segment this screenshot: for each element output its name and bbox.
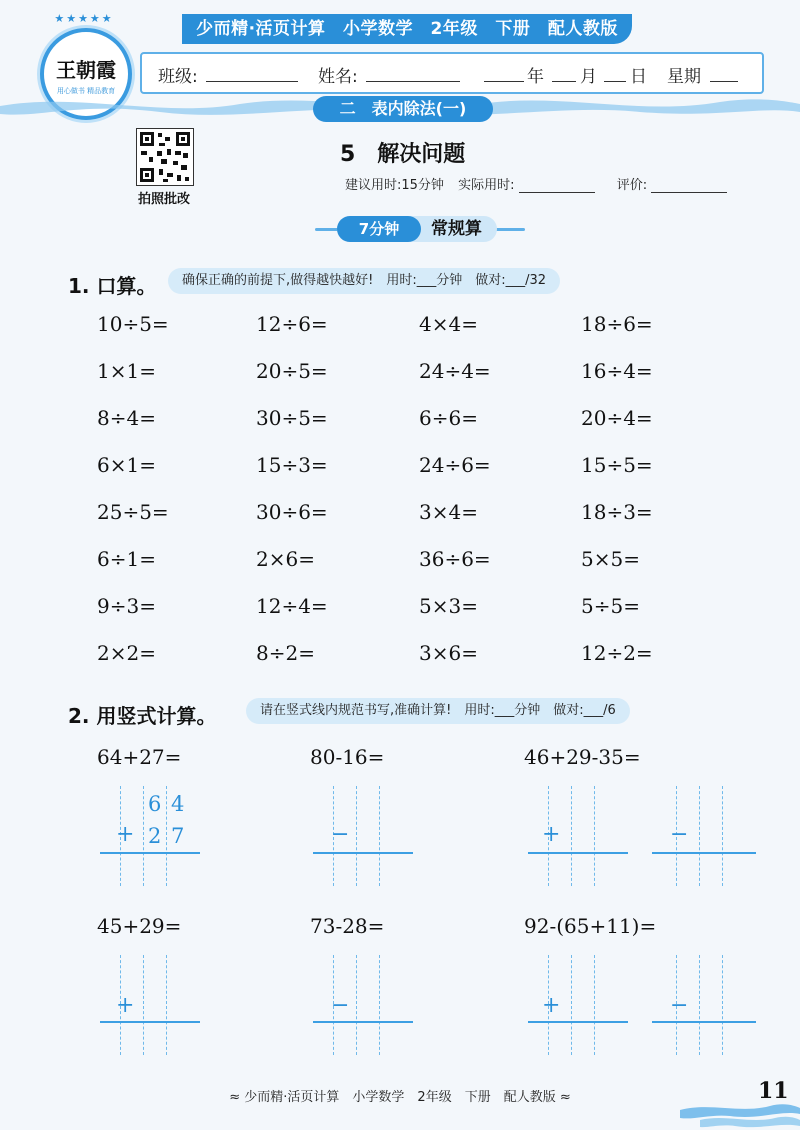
oral-calc-item: 15÷3=: [256, 453, 328, 477]
oral-calc-item: 25÷5=: [97, 500, 169, 524]
column-guide: [356, 955, 357, 1055]
tag-badge: 7分钟: [337, 216, 421, 242]
vertical-work-area[interactable]: [100, 955, 200, 1055]
tag-line-right: [493, 228, 525, 231]
column-guide: [722, 786, 723, 886]
column-guide: [166, 786, 167, 886]
section-label: 二 表内除法(一): [313, 96, 493, 122]
answer-line: [313, 1021, 413, 1023]
column-guide: [699, 955, 700, 1055]
oral-calc-item: 5×3=: [419, 594, 478, 618]
oral-calc-item: 12÷4=: [256, 594, 328, 618]
example-digit: 4: [171, 792, 185, 816]
day-field[interactable]: [604, 62, 626, 82]
oral-calc-item: 20÷4=: [581, 406, 653, 430]
rating-label: 评价:: [616, 178, 648, 193]
month-field[interactable]: [552, 62, 576, 82]
oral-calc-item: 16÷4=: [581, 359, 653, 383]
oral-calc-item: 4×4=: [419, 312, 478, 336]
oral-calc-item: 18÷6=: [581, 312, 653, 336]
oral-calc-item: 8÷2=: [256, 641, 315, 665]
q1-heading: 1. 口算。: [68, 274, 157, 298]
column-guide: [722, 955, 723, 1055]
vertical-work-area[interactable]: [313, 786, 413, 886]
column-guide: [594, 786, 595, 886]
column-guide: [356, 786, 357, 886]
column-guide: [379, 955, 380, 1055]
oral-calc-item: 20÷5=: [256, 359, 328, 383]
oral-calc-item: 30÷6=: [256, 500, 328, 524]
column-guide: [571, 786, 572, 886]
minus-sign: −: [331, 993, 350, 1018]
answer-line: [652, 1021, 756, 1023]
footer-text: ≈ 少而精·活页计算 小学数学 2年级 下册 配人教版 ≈: [229, 1090, 571, 1105]
plus-sign: +: [542, 822, 561, 847]
example-digit: 7: [171, 824, 185, 848]
year-field[interactable]: [484, 62, 524, 82]
week-label: 星期: [667, 67, 701, 87]
column-guide: [166, 955, 167, 1055]
lesson-title: 5 解决问题: [340, 142, 466, 167]
vertical-work-area[interactable]: [313, 955, 413, 1055]
vertical-work-area[interactable]: [528, 786, 758, 886]
answer-line: [100, 1021, 200, 1023]
day-label: 日: [630, 67, 647, 87]
week-field[interactable]: [710, 62, 738, 82]
qr-label: 拍照批改: [137, 192, 190, 207]
tag-line-left: [315, 228, 339, 231]
oral-calc-item: 3×6=: [419, 641, 478, 665]
vertical-problem: 80-16=: [310, 745, 385, 769]
oral-calc-item: 1×1=: [97, 359, 156, 383]
q1-note: 确保正确的前提下,做得越快越好! 用时:___分钟 做对:___/32: [168, 268, 560, 294]
logo-subtext: 用心做书 精品教育: [56, 87, 116, 95]
actual-time-label: 实际用时:: [458, 178, 515, 193]
column-guide: [379, 786, 380, 886]
tag-pill: [337, 216, 497, 242]
class-label: 班级:: [158, 67, 198, 87]
answer-line: [528, 852, 628, 854]
actual-time-field[interactable]: [519, 176, 595, 193]
oral-calc-item: 6÷1=: [97, 547, 156, 571]
oral-calc-item: 36÷6=: [419, 547, 491, 571]
answer-line: [652, 852, 756, 854]
qr-code-icon: [137, 129, 193, 185]
column-guide: [143, 955, 144, 1055]
oral-calc-item: 24÷6=: [419, 453, 491, 477]
series-banner: 少而精·活页计算 小学数学 2年级 下册 配人教版: [182, 14, 632, 44]
class-field[interactable]: [206, 62, 298, 82]
q2-note: 请在竖式线内规范书写,准确计算! 用时:___分钟 做对:___/6: [246, 698, 630, 724]
vertical-problem: 73-28=: [310, 914, 385, 938]
oral-calc-item: 2×2=: [97, 641, 156, 665]
month-label: 月: [580, 67, 597, 87]
oral-calc-item: 30÷5=: [256, 406, 328, 430]
example-digit: 6: [148, 792, 162, 816]
name-label: 姓名:: [318, 67, 358, 87]
plus-sign: +: [116, 822, 135, 847]
oral-calc-item: 9÷3=: [97, 594, 156, 618]
vertical-problem: 45+29=: [97, 914, 182, 938]
minus-sign: −: [331, 822, 350, 847]
qr-code[interactable]: [136, 128, 194, 186]
time-info: [345, 174, 727, 193]
minus-sign: −: [670, 822, 689, 847]
oral-calc-item: 10÷5=: [97, 312, 169, 336]
oral-calc-item: 8÷4=: [97, 406, 156, 430]
oral-calc-item: 6×1=: [97, 453, 156, 477]
plus-sign: +: [542, 993, 561, 1018]
column-guide: [571, 955, 572, 1055]
oral-calc-item: 5÷5=: [581, 594, 640, 618]
logo-stars: ★★★★★: [54, 12, 114, 25]
answer-line: [100, 852, 200, 854]
tag-text: 常规算: [431, 219, 482, 239]
example-digit: 2: [148, 824, 162, 848]
name-field[interactable]: [366, 62, 460, 82]
oral-calc-item: 6÷6=: [419, 406, 478, 430]
minus-sign: −: [670, 993, 689, 1018]
oral-calc-item: 12÷6=: [256, 312, 328, 336]
oral-calc-item: 24÷4=: [419, 359, 491, 383]
logo-text: 王朝霞: [56, 58, 116, 82]
column-guide: [699, 786, 700, 886]
vertical-problem: 64+27=: [97, 745, 182, 769]
practice-tag: [315, 216, 525, 242]
oral-calc-item: 15÷5=: [581, 453, 653, 477]
page-number: 11: [758, 1078, 789, 1104]
column-guide: [143, 786, 144, 886]
oral-calc-item: 3×4=: [419, 500, 478, 524]
vertical-problem: 46+29-35=: [524, 745, 641, 769]
vertical-work-area[interactable]: [100, 786, 200, 886]
q2-heading: 2. 用竖式计算。: [68, 704, 217, 728]
oral-calc-item: 2×6=: [256, 547, 315, 571]
plus-sign: +: [116, 993, 135, 1018]
answer-line: [313, 852, 413, 854]
column-guide: [594, 955, 595, 1055]
year-label: 年: [527, 67, 544, 87]
oral-calc-item: 5×5=: [581, 547, 640, 571]
vertical-work-area[interactable]: [528, 955, 758, 1055]
answer-line: [528, 1021, 628, 1023]
suggested-time: 建议用时:15分钟: [345, 178, 444, 193]
oral-calc-item: 18÷3=: [581, 500, 653, 524]
rating-field[interactable]: [651, 176, 727, 193]
oral-calc-item: 12÷2=: [581, 641, 653, 665]
vertical-problem: 92-(65+11)=: [524, 914, 657, 938]
